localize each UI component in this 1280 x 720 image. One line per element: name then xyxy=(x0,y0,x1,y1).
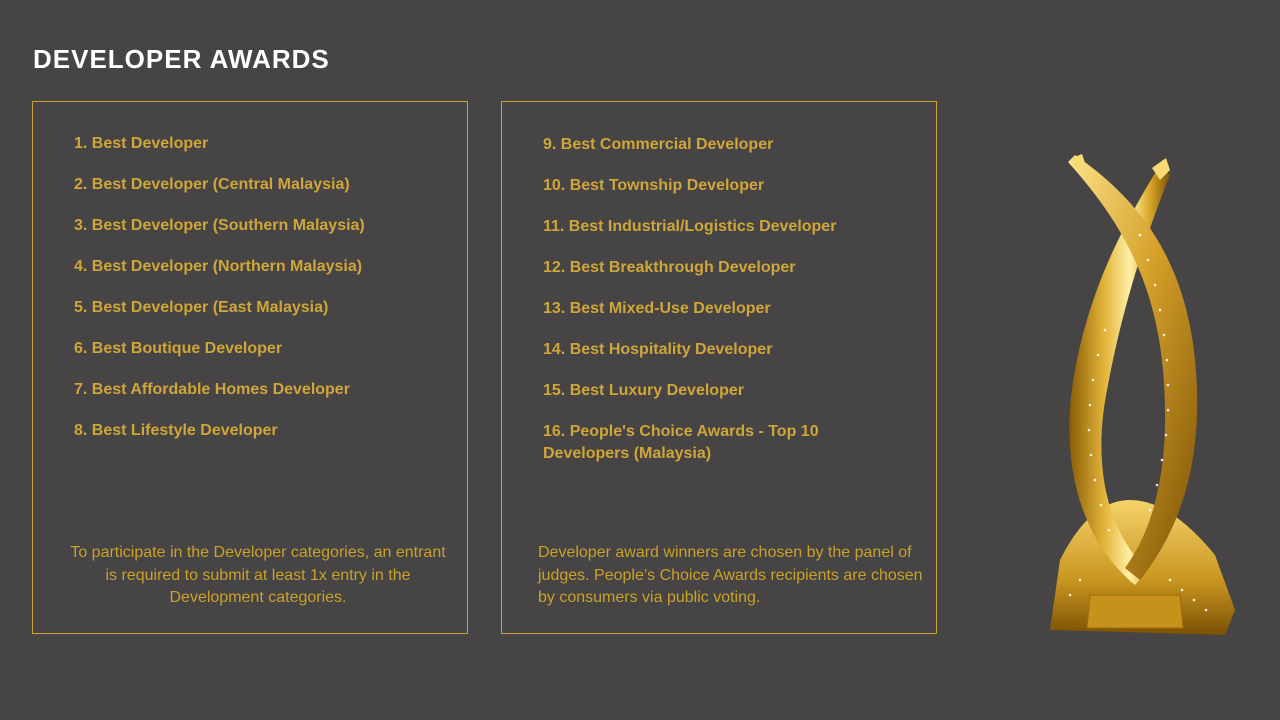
award-item: 10. Best Township Developer xyxy=(543,177,765,194)
slide-title: DEVELOPER AWARDS xyxy=(33,44,330,74)
award-item: 2. Best Developer (Central Malaysia) xyxy=(74,176,350,193)
award-item: 12. Best Breakthrough Developer xyxy=(543,259,796,276)
award-item: 13. Best Mixed-Use Developer xyxy=(543,300,771,317)
award-item: 7. Best Affordable Homes Developer xyxy=(74,381,350,398)
award-item: 16. People's Choice Awards - Top 10 Developers (Malaysia) xyxy=(543,423,819,462)
award-item: 6. Best Boutique Developer xyxy=(74,340,283,357)
award-item: 15. Best Luxury Developer xyxy=(543,382,744,399)
award-item: 5. Best Developer (East Malaysia) xyxy=(74,299,329,316)
award-item: 11. Best Industrial/Logistics Developer xyxy=(543,218,837,235)
award-categories-panel-right xyxy=(501,101,937,634)
award-item: 4. Best Developer (Northern Malaysia) xyxy=(74,258,363,275)
award-item: 8. Best Lifestyle Developer xyxy=(74,422,278,439)
award-list-right xyxy=(543,134,863,484)
award-list-left xyxy=(74,133,365,461)
award-categories-panel-left xyxy=(32,101,468,634)
gold-trophy-icon xyxy=(1020,140,1260,650)
award-item: 3. Best Developer (Southern Malaysia) xyxy=(74,217,365,234)
award-item: 9. Best Commercial Developer xyxy=(543,136,774,153)
participation-note: To participate in the Developer categories, an entrant is required to submit at least 1x entry in the Development categories. xyxy=(70,544,446,606)
award-item: 1. Best Developer xyxy=(74,135,209,152)
judging-note: Developer award winners are chosen by the panel of judges. People’s Choice Awards recipients are chosen by consumers via public voting. xyxy=(538,544,923,606)
award-item: 14. Best Hospitality Developer xyxy=(543,341,773,358)
